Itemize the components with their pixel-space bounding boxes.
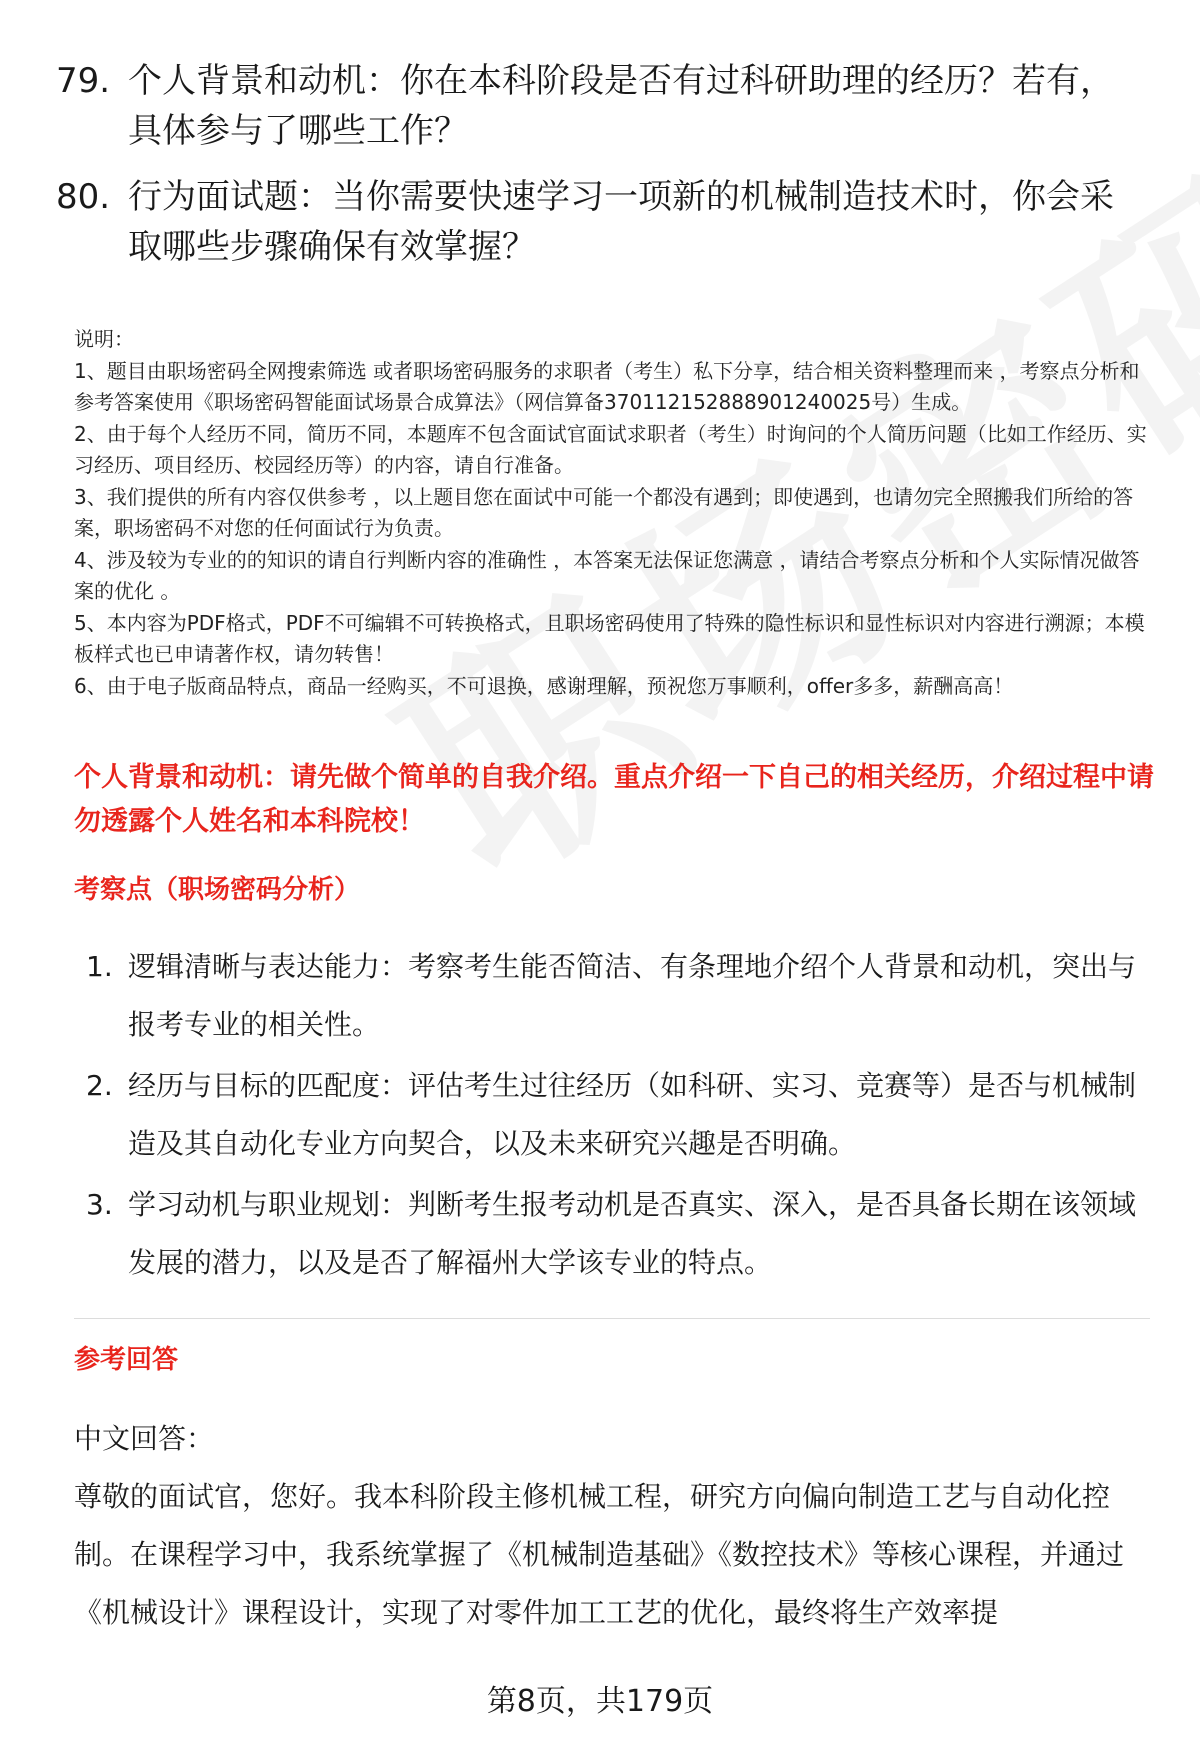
reference-heading: 参考回答	[74, 1345, 179, 1375]
kaocha-point	[74, 1057, 1154, 1173]
divider	[74, 1318, 1150, 1319]
point-text: 学习动机与职业规划：判断考生报考动机是否真实、深入，是否具备长期在该领域发展的潜力，以及是否了解福州大学该专业的特点。	[128, 1188, 1137, 1279]
notes-title: 说明：	[74, 327, 134, 351]
point-text: 经历与目标的匹配度：评估考生过往经历（如科研、实习、竞赛等）是否与机械制造及其自动化专业方向契合，以及未来研究兴趣是否明确。	[128, 1069, 1137, 1160]
question-number: 79.	[56, 61, 111, 101]
point-number: 2.	[86, 1069, 113, 1102]
note-item: 4、涉及较为专业的的知识的请自行判断内容的准确性 ，本答案无法保证您满意 ，请结合考察点分析和个人实际情况做答案的优化 。	[74, 547, 1140, 603]
question-text: 行为面试题：当你需要快速学习一项新的机械制造技术时，你会采取哪些步骤确保有效掌握？	[128, 177, 1114, 267]
notes-section	[74, 324, 1154, 702]
kaocha-points	[74, 938, 1154, 1295]
reference-answer	[74, 1410, 1154, 1642]
answer-text: 尊敬的面试官，您好。我本科阶段主修机械工程，研究方向偏向制造工艺与自动化控制。在课程学习中，我系统掌握了《机械制造基础》《数控技术》等核心课程，并通过《机械设计》课程设计，实现了对零件加工工艺的优化，最终将生产效率提	[74, 1480, 1125, 1629]
point-number: 1.	[86, 950, 113, 983]
kaocha-point	[74, 1176, 1154, 1292]
point-number: 3.	[86, 1188, 113, 1221]
question-text: 个人背景和动机：你在本科阶段是否有过科研助理的经历？若有，具体参与了哪些工作？	[128, 61, 1114, 151]
note-item: 1、题目由职场密码全网搜索筛选 或者职场密码服务的求职者（考生）私下分享，结合相关资料整理而来 ，考察点分析和参考答案使用《职场密码智能面试场景合成算法》（网信算备370112152888901240025号）生成。	[74, 358, 1140, 414]
page-footer: 第8页，共179页	[486, 1684, 714, 1719]
note-item: 5、本内容为PDF格式，PDF不可编辑不可转换格式，且职场密码使用了特殊的隐性标识和显性标识对内容进行溯源；本模板样式也已申请著作权，请勿转售！	[74, 610, 1145, 666]
note-item: 6、由于电子版商品特点，商品一经购买，不可退换，感谢理解，预祝您万事顺利，offer多多，薪酬高高！	[74, 673, 1014, 698]
kaocha-heading: 考察点（职场密码分析）	[74, 875, 361, 905]
note-item: 2、由于每个人经历不同，简历不同，本题库不包含面试官面试求职者（考生）时询问的个人简历问题（比如工作经历、实习经历、项目经历、校园经历等）的内容，请自行准备。	[74, 421, 1147, 477]
note-item: 3、我们提供的所有内容仅供参考 ，以上题目您在面试中可能一个都没有遇到；即使遇到，也请勿完全照搬我们所给的答案，职场密码不对您的任何面试行为负责。	[74, 484, 1134, 540]
point-text: 逻辑清晰与表达能力：考察考生能否简洁、有条理地介绍个人背景和动机，突出与报考专业的相关性。	[128, 950, 1137, 1041]
intro-question: 个人背景和动机：请先做个简单的自我介绍。重点介绍一下自己的相关经历，介绍过程中请勿透露个人姓名和本科院校！	[74, 762, 1154, 837]
kaocha-point	[74, 938, 1154, 1054]
question-number: 80.	[56, 177, 111, 217]
answer-label: 中文回答：	[74, 1422, 215, 1455]
